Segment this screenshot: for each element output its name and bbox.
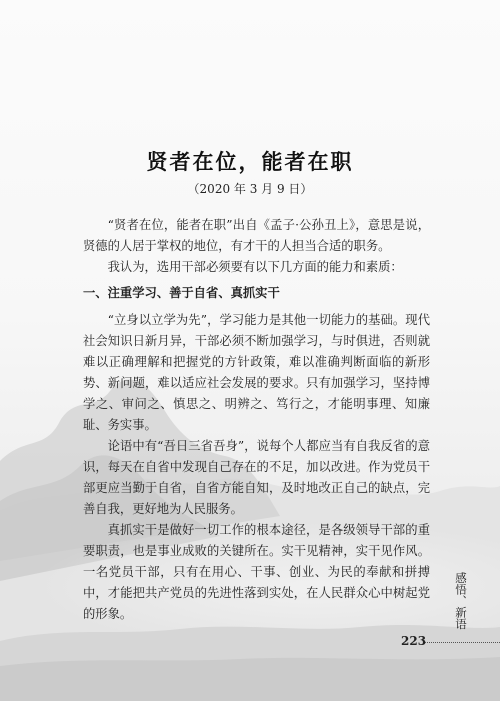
- paragraph: 我认为，选用干部必须要有以下几方面的能力和素质：: [107, 260, 403, 274]
- paragraph: 论语中有“吾日三省吾身”，说每个人都应当有自我反省的意识，每天在自省中发现自己存在的不足，加以改进。作为党员干部更应当勤于自省，自省方能自知，及时地改正自己的缺点，完善自我，更好地为人民服务。: [83, 439, 430, 516]
- article-body: [83, 215, 430, 625]
- paragraph: “立身以立学为先”，学习能力是其他一切能力的基础。现代社会知识日新月异，干部必须不断加强学习，与时俱进，否则就难以正确理解和把握党的方针政策，难以准确判断面临的新形势、新问题，难以适应社会发展的要求。只有加强学习，坚持博学之、审问之、慎思之、明辨之、笃行之，才能明事理、知廉耻、务实事。: [83, 313, 430, 432]
- paragraph: 真抓实干是做好一切工作的根本途径，是各级领导干部的重要职责，也是事业成败的关键所在。实干见精神，实干见作风。一名党员干部，只有在用心、干事、创业、为民的奉献和拼搏中，才能把共产党员的先进性落到实处，在人民群众心中树起党的形象。: [83, 523, 430, 621]
- section-heading: 一、注重学习、善于自省、真抓实干: [83, 286, 280, 300]
- article-date: （2020 年 3 月 9 日）: [187, 182, 313, 196]
- page-number: 223: [401, 634, 427, 648]
- page-number-dots: [425, 642, 500, 643]
- section-side-label: 感悟、新语: [454, 572, 468, 630]
- article-title: 贤者在位，能者在职: [146, 149, 354, 174]
- paragraph: “贤者在位，能者在职”出自《孟子·公孙丑上》，意思是说，贤德的人居于掌权的地位，有才干的人担当合适的职务。: [83, 218, 430, 253]
